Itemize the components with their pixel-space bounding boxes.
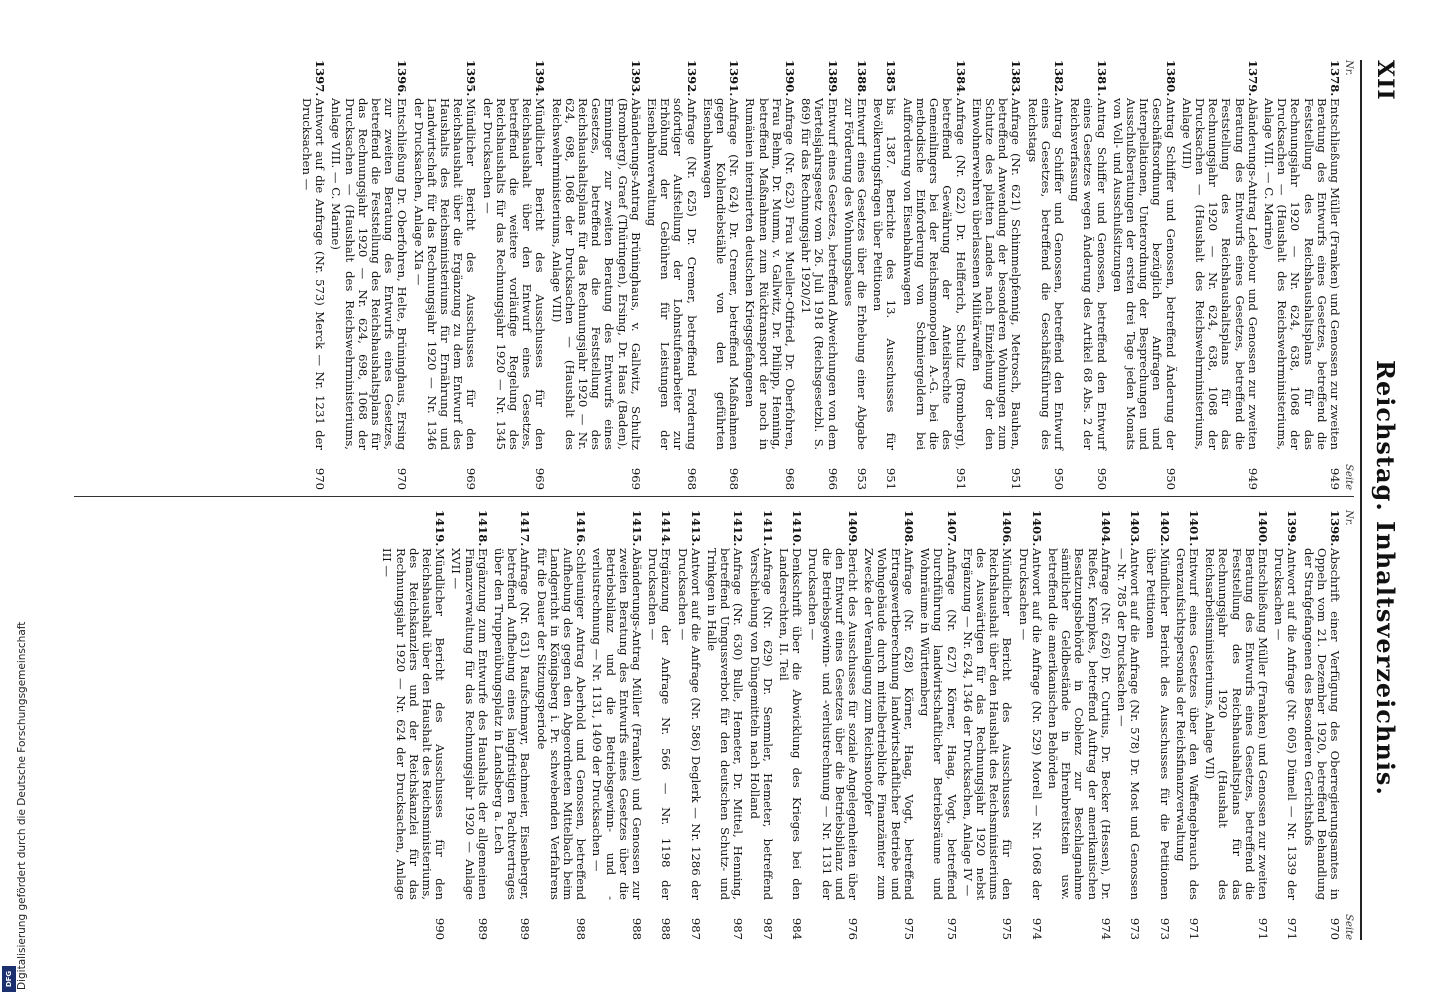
entry-text: bis 1387. Berichte des 13. Ausschusses für Bevölkerungsfragen über Petitionen: [871, 98, 899, 450]
entry-page: 975: [1000, 917, 1015, 940]
entry-number: 1401.: [1186, 510, 1201, 547]
entry-number: 1391.: [727, 60, 742, 97]
entry-number: 1403.: [1128, 510, 1143, 547]
entry-number: 1389.: [825, 60, 840, 97]
credit-text: Digitalisierung gefördert durch die Deutsche Forschungsgemeinschaft: [16, 621, 28, 990]
index-entry: [901, 60, 967, 490]
index-entry: [1301, 510, 1341, 940]
entry-number: 1393.: [628, 60, 643, 97]
index-entry: [918, 510, 958, 940]
entry-text: Anfrage (Nr. 625) Dr. Cremer, betreffend Forderung sofortiger Aufstellung der Lohnstufenarbeiter zur Erhöhung der Gebühren für Leistungen der Eisenbahnverwaltung: [645, 98, 699, 450]
index-entry: [961, 510, 1014, 940]
entry-page: 951: [953, 467, 968, 490]
entry-text: Entschließung Müller (Franken) und Genossen zur zweiten Beratung des Entwurfs eines Gesetzes, betreffend die Feststellung des Reichshaushaltsplans für das Rechnungsjahr 1920 (Haushalt des Reichsarbeitsministeriums, Anlage VII): [1203, 548, 1270, 900]
index-entry: [380, 510, 446, 940]
entry-text: Antrag Schiffer und Genossen, betreffend Änderung der Geschäftsordnung bezüglich Anfragen und Interpellationen, Unterordnung der Besprechungen und Ausschußberatungen der ersten drei Tage jeden Monats von Voll- und Ausschußsitzungen: [1110, 98, 1178, 450]
entry-text: Antwort auf die Anfrage (Nr. 573) Merck — Nr. 1231 der Drucksachen —: [299, 98, 328, 450]
entry-text: Antwort auf die Anfrage (Nr. 605) Dümell — Nr. 1339 der Drucksachen —: [1272, 548, 1300, 900]
seite-label: Seite: [1343, 464, 1354, 490]
entry-page: 971: [1285, 917, 1300, 940]
index-entry: [842, 60, 868, 490]
entry-number: 1407.: [944, 510, 959, 547]
entry-text: Anfrage (Nr. 623) Frau Mueller-Otfried, Dr. Oberfohren, Frau Behm, Dr. Mumm, v. Gallwitz, Dr. Philipp, Henning, betreffend Maßnahmen zum Rücktransport der noch in Rumänien internierten deutschen Kriegsgefangenen: [743, 98, 798, 450]
header-rule: [1360, 60, 1362, 940]
page-title: Reichstag. Inhaltsverzeichnis.: [1371, 360, 1400, 796]
dfg-logo-text: DFG: [5, 970, 13, 988]
entry-text: Antwort auf die Anfrage (Nr. 529) Morell — Nr. 1068 der Drucksachen —: [1016, 548, 1044, 900]
entry-text: Anfrage (Nr. 628) Körner, Haag, Vogt, betreffend Ertragswertberechnung landwirtschaftlicher Betriebe und Wohngebäude durch mittelbetriebliche Finanzämter zum Zwecke der Veranlagung zum Reichsnotopfer: [862, 548, 916, 900]
entry-page: 970: [313, 467, 328, 490]
entry-number: 1412.: [731, 510, 746, 547]
entry-text: Abschrift einer Verfügung des Oberregierungsamtes in Oppeln vom 21. Dezember 1920, betreffend Behandlung der Strafgefangenen des Besonderen Gerichtshofs: [1301, 548, 1342, 900]
entry-number: 1414.: [659, 510, 674, 547]
entry-number: 1416.: [574, 510, 589, 547]
index-entry: [492, 510, 532, 940]
entry-page: 975: [944, 917, 959, 940]
entry-number: 1383.: [1009, 60, 1024, 97]
entry-number: 1409.: [846, 510, 861, 547]
entry-text: Mündlicher Bericht des Ausschusses für den Reichshaushalt über die Ergänzung zu dem Entwurf des Haushalts des Reichsministeriums für Ernährung und Landwirtschaft für das Rechnungsjahr 1920 — Nr. 1346 der Drucksachen, Anlage XIa —: [411, 98, 479, 450]
entry-number: 1419.: [433, 510, 448, 547]
entry-text: Entwurf eines Gesetzes über die Erhebung einer Abgabe zur Förderung des Wohnungsbaues: [841, 98, 870, 450]
index-entry: [777, 510, 803, 940]
entry-page: 987: [731, 917, 746, 940]
entry-page: 971: [1255, 917, 1270, 940]
entry-number: 1388.: [855, 60, 870, 97]
nr-label: Nr.: [1343, 510, 1354, 526]
index-entry: [645, 60, 698, 490]
entry-number: 1394.: [533, 60, 548, 97]
entry-page: 984: [790, 917, 805, 940]
right-entry-list: [380, 510, 1341, 940]
entry-page: 988: [630, 917, 645, 940]
entry-number: 1384.: [953, 60, 968, 97]
index-entry: [590, 510, 643, 940]
entry-page: 969: [533, 467, 548, 490]
column-divider: [74, 496, 1354, 497]
entry-number: 1378.: [1328, 60, 1342, 97]
dfg-logo-icon: [2, 966, 16, 992]
entry-text: Anfrage (Nr. 627) Körner, Haag, Vogt, betreffend Durchführung landwirtschaftlicher Betriebsräume und Wohnräume in Württemberg: [918, 548, 959, 900]
entry-number: 1408.: [901, 510, 916, 547]
entry-number: 1415.: [630, 510, 645, 547]
entry-page: 989: [518, 917, 533, 940]
entry-page: 950: [1163, 467, 1178, 490]
index-entry: [743, 60, 796, 490]
index-entry: [534, 510, 587, 940]
entry-text: Anfrage (Nr. 621) Schimmelpfennig, Metrosch, Bauhen, betreffend Anwendung der besonderen Wohnungen zum Schutze des platten Landes nach Einziehung der den Einwohnerwehren überlassenen Militärwaffen: [969, 98, 1024, 450]
entry-number: 1385: [884, 60, 899, 93]
entry-text: Denkschrift über die Abwicklung des Krieges bei den Landesrechten, II. Teil: [777, 548, 805, 900]
entry-page: 949: [1245, 467, 1260, 490]
left-column: [74, 60, 1354, 490]
entry-number: 1395.: [464, 60, 479, 97]
index-entry: [329, 60, 408, 490]
index-entry: [799, 60, 839, 490]
entry-text: Ergänzung zum Entwurfe des Haushalts der allgemeinen Finanzverwaltung für das Rechnungsjahr 1920 — Anlage XVII —: [449, 548, 490, 900]
entry-page: 951: [1009, 467, 1024, 490]
entry-number: 1379.: [1245, 60, 1260, 97]
entry-text: Anfrage (Nr. 630) Bulle, Hemeter, Dr. Mittel, Henning, betreffend Umgussverbot für den deutschen Schutz- und Trinkgen in Halle: [705, 548, 746, 900]
entry-page: 953: [855, 467, 870, 490]
entry-page: 970: [1328, 917, 1342, 940]
entry-text: Anfrage (Nr. 624) Dr. Cremer, betreffend Maßnahmen gegen Kohlendiebstähle von den geführten Eisenbahnwagen: [700, 98, 742, 450]
index-entry: [300, 60, 326, 490]
entry-number: 1400.: [1255, 510, 1270, 547]
entry-number: 1402.: [1157, 510, 1172, 547]
entry-text: Anfrage (Nr. 629) Dr. Semmler, Hemeter, betreffend Verschiebung von Düngemitteln nach Holland: [747, 548, 775, 900]
index-entry: [862, 510, 915, 940]
index-entry: [1144, 510, 1170, 940]
left-column-head: [1343, 60, 1354, 490]
entry-page: 969: [628, 467, 643, 490]
entry-text: Ergänzung der Anfrage Nr. 566 — Nr. 1198 der Drucksachen —: [646, 548, 674, 900]
entry-page: 990: [433, 917, 448, 940]
entry-text: Mündlicher Bericht des Ausschusses für den Reichshaushalt über den Entwurf eines Gesetzes, betreffend die weitere vorläufige Regelung des Reichshaushalts für das Rechnungsjahr 1920 — Nr. 1345 der Drucksachen —: [480, 98, 548, 450]
index-entry: [1115, 510, 1141, 940]
entry-number: 1390.: [783, 60, 798, 97]
right-column: [74, 510, 1354, 940]
index-entry: [549, 60, 641, 490]
entry-page: 969: [464, 467, 479, 490]
entry-page: 949: [1328, 467, 1342, 490]
entry-number: 1398.: [1328, 510, 1342, 547]
entry-text: Mündlicher Bericht des Ausschusses für die Petitionen über Petitionen: [1144, 548, 1172, 900]
entry-text: Abänderungs-Antrag Müller (Franken) und Genossen zur zweiten Beratung des Entwurfs eines Gesetzes über die Betriebsbilanz und die Betriebsgewinn- und -verlustrechnung — Nr. 1131, 1409 der Drucksachen —: [590, 548, 645, 900]
nr-label: Nr.: [1343, 60, 1354, 76]
entry-number: 1413.: [688, 510, 703, 547]
entry-page: 968: [727, 467, 742, 490]
entry-number: 1392.: [684, 60, 699, 97]
seite-label: Seite: [1343, 914, 1354, 940]
index-entry: [1016, 510, 1042, 940]
entry-text: Anfrage (Nr. 631) Raufschmayr, Bachmeier, Eisenberger, betreffend Aufhebung eines langfristigen Pachtvertrages über den Truppenübungsplatz in Landsberg a. Lech: [492, 548, 533, 900]
entry-page: 988: [659, 917, 674, 940]
index-entry: [449, 510, 489, 940]
entry-page: 988: [574, 917, 589, 940]
page-number: XII: [1372, 60, 1398, 101]
index-entry: [1068, 60, 1108, 490]
entry-page: 987: [688, 917, 703, 940]
entry-number: 1382.: [1051, 60, 1066, 97]
entry-page: 950: [1051, 467, 1066, 490]
entry-page: 968: [684, 467, 699, 490]
entry-text: Abänderungs-Antrag Ledebour und Genossen zur zweiten Beratung des Entwurfs eines Gesetzes, betreffend die Feststellung des Reichshaushaltsplans für das Rechnungsjahr 1920 — Nr. 624, 638, 1068 der Drucksachen — (Haushalt des Reichswehrministeriums, Anlage VIII): [1179, 98, 1260, 450]
entry-text: Entwurf eines Gesetzes über den Waffengebrauch des Grenzaufsichtspersonals der Reichsfinanzverwaltung: [1173, 548, 1201, 900]
entry-text: Abänderungs-Antrag Brüninghaus, v. Gallwitz, Schultz (Bromberg), Graef (Thüringen), Ersing, Dr. Haas (Baden), Emminger zur zweiten Beratung des Entwurfs eines Gesetzes, betreffend die Feststellung des Reichshaushaltsplans für das Rechnungsjahr 1920 — Nr. 624, 698, 1068 der Drucksachen — (Haushalt des Reichswehrministeriums, Anlage VIII): [549, 98, 643, 450]
entry-page: 975: [901, 917, 916, 940]
entry-text: Mündlicher Bericht des Ausschusses für den Reichshaushalt über den Haushalt des Reichsministeriums des Auswärtigen für das Rechnungsjahr 1920 nebst Ergänzung — Nr. 624, 1346 der Drucksachen, Anlage IV —: [960, 548, 1015, 900]
entry-page: 989: [475, 917, 490, 940]
entry-text: Antwort auf die Anfrage (Nr. 578) Dr. Most und Genossen — Nr. 785 der Drucksachen —: [1114, 548, 1143, 900]
index-entry: [705, 510, 745, 940]
entry-page: 974: [1029, 917, 1044, 940]
entry-number: 1381.: [1094, 60, 1109, 97]
entry-page: 973: [1128, 917, 1143, 940]
index-entry: [1272, 510, 1298, 940]
entry-page: 987: [760, 917, 775, 940]
entry-text: Bericht des Ausschusses für soziale Angelegenheiten über den Entwurf eines Gesetzes über die Betriebsbilanz und die Betriebsgewinn- und -verlustrechnung — Nr. 1131 der Drucksachen —: [806, 548, 861, 900]
index-entry: [806, 510, 859, 940]
entry-page: 971: [1186, 917, 1201, 940]
entry-number: 1410.: [790, 510, 805, 547]
entry-number: 1404.: [1098, 510, 1113, 547]
index-entry: [1046, 510, 1112, 940]
index-entry: [1111, 60, 1177, 490]
index-entry: [871, 60, 897, 490]
index-entry: [701, 60, 741, 490]
entry-page: 968: [783, 467, 798, 490]
right-column-head: [1343, 510, 1354, 940]
entry-page: 951: [884, 467, 899, 490]
entry-page: 970: [395, 467, 410, 490]
entry-number: 1399.: [1285, 510, 1300, 547]
entry-page: 974: [1098, 917, 1113, 940]
index-entry: [1174, 510, 1200, 940]
entry-page: 950: [1094, 467, 1109, 490]
entry-page: 973: [1157, 917, 1172, 940]
entry-text: Antrag Schiffer und Genossen, betreffend den Entwurf eines Gesetzes, betreffend die Geschäftsführung des Reichstags: [1025, 98, 1066, 450]
index-entry: [411, 60, 477, 490]
index-entry: [747, 510, 773, 940]
entry-text: Entwurf eines Gesetzes, betreffend Abweichungen von dem Viertelsjahrsgesetz vom 26. Juli 1918 (Reichsgesetzbl. S. 869) für das Rechnungsjahr 1920/21: [799, 98, 840, 450]
index-entry: [675, 510, 701, 940]
digitization-credit: [2, 600, 28, 990]
index-entry: [646, 510, 672, 940]
index-entry: [1262, 60, 1341, 490]
entry-number: 1380.: [1163, 60, 1178, 97]
entry-text: Entschließung Dr. Oberfohren, Helte, Brüninghaus, Ersing zur zweiten Beratung des Entwurfs eines Gesetzes, betreffend die Feststellung des Reichshaushaltsplans für das Rechnungsjahr 1920 — Nr. 624, 698, 1068 der Drucksachen — (Haushalt des Reichswehrministeriums, Anlage VIII. — C. Marine): [329, 98, 410, 450]
entry-number: 1411.: [760, 510, 775, 547]
index-entry: [480, 60, 546, 490]
entry-text: Antwort auf die Anfrage (Nr. 586) Deglerk — Nr. 1286 der Drucksachen —: [675, 548, 703, 900]
entry-number: 1418.: [475, 510, 490, 547]
entry-number: 1396.: [395, 60, 410, 97]
index-entry: [1180, 60, 1259, 490]
entry-text: Anfrage (Nr. 626) Dr. Curtius, Dr. Becker (Hessen), Dr. Rießer, Kempkes, betreffend Auftrag der amerikanischen Besatzungsbehörde in Coblenz zur Beschlagnahme sämtlicher Geldbestände in Ehrenbreitstein usw. betreffend die amerikanischen Behörden: [1045, 548, 1113, 900]
entry-text: Mündlicher Bericht des Ausschusses für den Reichshaushalt über den Haushalt des Reichsministeriums, des Reichskanzlers und der Reichskanzlei für das Rechnungsjahr 1920 — Nr. 624 der Drucksachen, Anlage III —: [380, 548, 448, 900]
entry-text: Entschließung Müller (Franken) und Genossen zur zweiten Beratung des Entwurfs eines Gesetzes, betreffend die Feststellung des Reichshaushaltsplans für das Rechnungsjahr 1920 — Nr. 624, 638, 1068 der Drucksachen — (Haushalt des Reichswehrministeriums, Anlage VIII. — C. Marine): [1261, 98, 1342, 450]
entry-number: 1397.: [313, 60, 328, 97]
left-entry-list: [300, 60, 1341, 490]
index-entry: [1025, 60, 1065, 490]
entry-number: 1417.: [518, 510, 533, 547]
entry-text: Antrag Schiffer und Genossen, betreffend den Entwurf eines Gesetzes wegen Änderung des Artikel 68 Abs. 2 der Reichsverfassung: [1068, 98, 1109, 450]
entry-number: 1405.: [1029, 510, 1044, 547]
entry-number: 1406.: [1000, 510, 1015, 547]
entry-text: Schleuniger Antrag Aberhold und Genossen, betreffend Aufhebung des gegen den Abgeordneten Mittelbach beim Landgericht in Königsberg i. Pr. schwebenden Verfahrens für die Dauer der Sitzungsperiode: [534, 548, 589, 900]
entry-page: 966: [825, 467, 840, 490]
index-entry: [970, 60, 1023, 490]
index-entry: [1203, 510, 1269, 940]
entry-page: 976: [846, 917, 861, 940]
entry-text: Anfrage (Nr. 622) Dr. Helfferich, Schultz (Bromberg), betreffend Gewährung der Anteilsrechte des Gemeinlingers bei der Reichsmonopolen A.-G. bei die methodische Einforderung von Schmiergeldern bei Aufforderung von Eisenbahnwagen: [900, 98, 968, 450]
